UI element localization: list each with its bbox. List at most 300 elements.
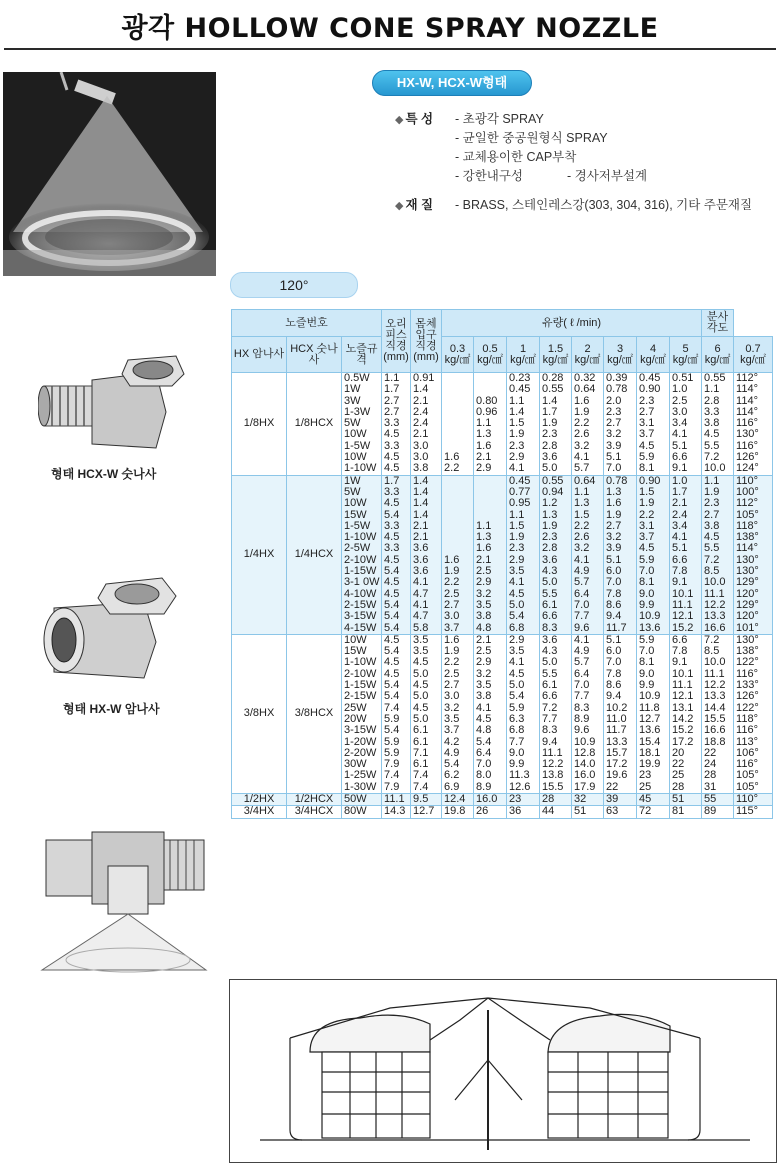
value-cell: 9.9: [637, 600, 670, 611]
value-cell: 116°: [734, 725, 773, 736]
header-angle: 분사각도: [702, 310, 734, 337]
hx-size-cell: 1/4HX: [232, 475, 287, 634]
value-cell: 0.45: [507, 475, 540, 487]
spec-table: [231, 309, 773, 819]
value-cell: 22: [702, 748, 734, 759]
value-cell: 1.6: [442, 452, 474, 463]
value-cell: 7.4: [411, 770, 442, 781]
value-cell: 28: [702, 770, 734, 781]
value-cell: 9.4: [604, 611, 637, 622]
pressure-value: 5: [682, 342, 689, 355]
value-cell: 7.8: [670, 566, 702, 577]
value-cell: 5.0: [411, 691, 442, 702]
value-cell: 100°: [734, 487, 773, 498]
value-cell: 2.9: [474, 463, 507, 475]
value-cell: 1.1: [702, 384, 734, 395]
value-cell: 4.3: [540, 646, 572, 657]
value-cell: 10.0: [702, 463, 734, 475]
value-cell: 5.7: [572, 657, 604, 668]
value-cell: 7.4: [382, 770, 411, 781]
value-cell: 6.1: [540, 680, 572, 691]
value-cell: 4.8: [474, 725, 507, 736]
value-cell: 9.0: [637, 669, 670, 680]
value-cell: 22: [604, 782, 637, 794]
value-cell: 2.8: [540, 543, 572, 554]
value-cell: 14.2: [670, 714, 702, 725]
value-cell: 3.8: [474, 691, 507, 702]
value-cell: 6.6: [670, 634, 702, 646]
pressure-unit: kg/㎠: [574, 353, 601, 366]
value-cell: 4.5: [637, 543, 670, 554]
diamond-bullet-icon: ◆: [395, 200, 404, 212]
header-pressure: [734, 337, 773, 373]
header-pressure: [474, 337, 507, 373]
value-cell: 8.0: [474, 770, 507, 781]
value-cell: 101°: [734, 623, 773, 635]
header-pressure: [507, 337, 540, 373]
value-cell: 3.1: [637, 418, 670, 429]
value-cell: 0.80: [474, 396, 507, 407]
value-cell: [442, 510, 474, 521]
value-cell: 15.2: [670, 623, 702, 635]
value-cell: 7.0: [604, 657, 637, 668]
value-cell: 4.5: [382, 577, 411, 588]
table-row: [232, 475, 773, 487]
pressure-value: 4: [649, 342, 657, 355]
value-cell: 0.78: [604, 384, 637, 395]
nozzle-spec-cell: 3-15W: [342, 725, 382, 736]
feature-line: - 교체용이한 CAP부착: [455, 150, 577, 164]
value-cell: 7.0: [474, 759, 507, 770]
value-cell: 13.3: [702, 611, 734, 622]
value-cell: 2.3: [540, 532, 572, 543]
value-cell: 15.2: [670, 725, 702, 736]
value-cell: 7.8: [604, 669, 637, 680]
value-cell: 0.90: [637, 475, 670, 487]
value-cell: 6.0: [604, 646, 637, 657]
pressure-value: 0.7: [745, 342, 761, 355]
nozzle-spec-cell: 3W: [342, 396, 382, 407]
value-cell: 3.9: [604, 441, 637, 452]
value-cell: [442, 532, 474, 543]
value-cell: 4.3: [540, 566, 572, 577]
value-cell: 5.5: [702, 543, 734, 554]
value-cell: 6.2: [442, 770, 474, 781]
value-cell: 105°: [734, 510, 773, 521]
value-cell: 12.2: [702, 680, 734, 691]
value-cell: 0.91: [411, 373, 442, 385]
value-cell: 5.1: [604, 555, 637, 566]
type-badge: HX-W, HCX-W형태: [372, 70, 532, 96]
value-cell: 3.3: [702, 407, 734, 418]
value-cell: 1.6: [604, 498, 637, 509]
value-cell: 3.8: [702, 418, 734, 429]
hcx-size-cell: 1/8HCX: [287, 373, 342, 476]
value-cell: 2.7: [442, 680, 474, 691]
value-cell: 1.4: [411, 475, 442, 487]
hcx-nozzle-image: [38, 352, 188, 452]
value-cell: 114°: [734, 396, 773, 407]
features-label: 특 성: [405, 112, 434, 126]
value-cell: 2.2: [572, 418, 604, 429]
value-cell: 0.77: [507, 487, 540, 498]
value-cell: 2.9: [474, 657, 507, 668]
value-cell: 4.1: [507, 657, 540, 668]
value-cell: 6.0: [604, 566, 637, 577]
header-pressure: [572, 337, 604, 373]
value-cell: 17.9: [572, 782, 604, 794]
value-cell: 2.1: [474, 634, 507, 646]
hx-caption: 형태 HX-W 암나사: [63, 702, 160, 716]
value-cell: 130°: [734, 429, 773, 440]
value-cell: 3.5: [442, 714, 474, 725]
value-cell: 7.2: [702, 555, 734, 566]
value-cell: 2.7: [604, 521, 637, 532]
value-cell: 3.8: [702, 521, 734, 532]
value-cell: 72: [637, 806, 670, 818]
value-cell: 3.2: [474, 589, 507, 600]
value-cell: 4.9: [572, 566, 604, 577]
value-cell: 6.6: [540, 691, 572, 702]
value-cell: 10.9: [637, 611, 670, 622]
pressure-value: 2: [584, 342, 591, 355]
hx-nozzle-image: [40, 572, 190, 682]
nozzle-spec-cell: 1-20W: [342, 737, 382, 748]
value-cell: 13.6: [637, 623, 670, 635]
value-cell: 3.3: [382, 418, 411, 429]
value-cell: 63: [604, 806, 637, 818]
value-cell: 2.2: [442, 657, 474, 668]
value-cell: 6.1: [411, 759, 442, 770]
value-cell: 2.5: [442, 669, 474, 680]
value-cell: 3.7: [442, 623, 474, 635]
pressure-unit: kg/㎠: [672, 353, 699, 366]
nozzle-spec-cell: 10W: [342, 634, 382, 646]
value-cell: 5.9: [382, 748, 411, 759]
nozzle-spec-cell: 1-25W: [342, 770, 382, 781]
hx-size-cell: 3/8HX: [232, 634, 287, 793]
value-cell: 19.6: [604, 770, 637, 781]
value-cell: 7.0: [572, 600, 604, 611]
value-cell: 9.1: [670, 463, 702, 475]
value-cell: 5.4: [382, 611, 411, 622]
value-cell: 1.9: [702, 487, 734, 498]
value-cell: 138°: [734, 532, 773, 543]
value-cell: 110°: [734, 475, 773, 487]
nozzle-spec-cell: 5W: [342, 418, 382, 429]
value-cell: 1.4: [411, 510, 442, 521]
value-cell: 2.4: [670, 510, 702, 521]
value-cell: [442, 475, 474, 487]
value-cell: 2.9: [507, 634, 540, 646]
value-cell: 10.0: [702, 657, 734, 668]
value-cell: 9.0: [637, 589, 670, 600]
value-cell: 8.5: [702, 646, 734, 657]
nozzle-spec-cell: 15W: [342, 510, 382, 521]
value-cell: 11.1: [670, 600, 702, 611]
nozzle-spec-cell: 2-5W: [342, 543, 382, 554]
value-cell: 1.9: [637, 498, 670, 509]
value-cell: 1.3: [474, 429, 507, 440]
value-cell: [442, 373, 474, 385]
value-cell: 7.0: [604, 577, 637, 588]
value-cell: 1.7: [382, 475, 411, 487]
value-cell: 8.3: [540, 623, 572, 635]
header-hcx: HCX 숫나사: [287, 337, 342, 373]
value-cell: 7.0: [604, 463, 637, 475]
pressure-value: 1: [519, 342, 527, 355]
nozzle-spec-cell: 3-15W: [342, 611, 382, 622]
value-cell: 4.1: [411, 600, 442, 611]
value-cell: 19.9: [637, 759, 670, 770]
value-cell: 5.1: [670, 543, 702, 554]
nozzle-spec-cell: 1-15W: [342, 680, 382, 691]
value-cell: 4.5: [411, 680, 442, 691]
value-cell: 0.32: [572, 373, 604, 385]
value-cell: 5.4: [382, 566, 411, 577]
value-cell: 3.3: [382, 487, 411, 498]
value-cell: 9.9: [637, 680, 670, 691]
value-cell: 2.3: [604, 407, 637, 418]
value-cell: 2.3: [637, 396, 670, 407]
value-cell: 8.1: [637, 463, 670, 475]
pressure-value: 0.5: [482, 342, 498, 355]
value-cell: 8.1: [637, 577, 670, 588]
value-cell: 1.1: [507, 510, 540, 521]
value-cell: 3.5: [474, 600, 507, 611]
value-cell: [442, 441, 474, 452]
header-orifice: 오리피스직경(mm): [382, 310, 411, 373]
value-cell: 4.5: [411, 657, 442, 668]
value-cell: [474, 510, 507, 521]
value-cell: 7.8: [604, 589, 637, 600]
header-inlet: 몸체입구직경(mm): [411, 310, 442, 373]
value-cell: 5.0: [540, 657, 572, 668]
nozzle-spec-cell: 1-30W: [342, 782, 382, 794]
value-cell: 126°: [734, 691, 773, 702]
value-cell: 51: [572, 806, 604, 818]
value-cell: 0.45: [507, 384, 540, 395]
value-cell: 1.3: [572, 498, 604, 509]
value-cell: 5.0: [411, 714, 442, 725]
value-cell: 3.8: [474, 611, 507, 622]
value-cell: 4.7: [411, 611, 442, 622]
value-cell: 3.5: [507, 566, 540, 577]
value-cell: 1.6: [474, 543, 507, 554]
value-cell: 1.1: [474, 418, 507, 429]
pressure-value: 1.5: [547, 342, 564, 355]
value-cell: 7.8: [670, 646, 702, 657]
value-cell: 3.2: [474, 669, 507, 680]
value-cell: 1.2: [540, 498, 572, 509]
value-cell: 7.7: [572, 691, 604, 702]
value-cell: 13.3: [604, 737, 637, 748]
nozzle-spec-cell: 1-10W: [342, 463, 382, 475]
value-cell: 4.5: [507, 669, 540, 680]
material-heading: [395, 196, 453, 216]
nozzle-spec-cell: 80W: [342, 806, 382, 818]
value-cell: 5.4: [382, 691, 411, 702]
value-cell: [442, 498, 474, 509]
value-cell: 5.0: [411, 669, 442, 680]
value-cell: 5.9: [382, 714, 411, 725]
nozzle-spec-cell: 1-10W: [342, 532, 382, 543]
value-cell: 15.5: [540, 782, 572, 794]
value-cell: 2.9: [507, 555, 540, 566]
value-cell: 89: [702, 806, 734, 818]
value-cell: 2.2: [442, 577, 474, 588]
value-cell: 116°: [734, 441, 773, 452]
value-cell: 55: [702, 793, 734, 805]
value-cell: 4.5: [637, 441, 670, 452]
value-cell: 25: [670, 770, 702, 781]
table-row: [232, 634, 773, 646]
value-cell: 1.1: [382, 373, 411, 385]
value-cell: 45: [637, 793, 670, 805]
value-cell: 5.4: [382, 646, 411, 657]
value-cell: 1.0: [670, 475, 702, 487]
title-divider: [4, 48, 776, 50]
value-cell: 8.9: [572, 714, 604, 725]
value-cell: 116°: [734, 669, 773, 680]
value-cell: 6.4: [474, 748, 507, 759]
value-cell: 1.6: [442, 555, 474, 566]
value-cell: 0.64: [572, 475, 604, 487]
value-cell: 8.3: [540, 725, 572, 736]
value-cell: 126°: [734, 452, 773, 463]
value-cell: 11.7: [604, 725, 637, 736]
value-cell: 1.9: [572, 407, 604, 418]
value-cell: 18.8: [702, 737, 734, 748]
feature-line: - 초광각 SPRAY: [455, 112, 544, 126]
value-cell: 3.0: [411, 441, 442, 452]
value-cell: 2.9: [507, 452, 540, 463]
value-cell: 0.39: [604, 373, 637, 385]
value-cell: 10.9: [637, 691, 670, 702]
value-cell: 4.5: [382, 452, 411, 463]
value-cell: 9.5: [411, 793, 442, 805]
value-cell: [474, 498, 507, 509]
value-cell: 7.7: [540, 714, 572, 725]
value-cell: 114°: [734, 407, 773, 418]
value-cell: 9.0: [507, 748, 540, 759]
value-cell: 2.3: [540, 429, 572, 440]
value-cell: 7.0: [637, 646, 670, 657]
value-cell: 12.2: [702, 600, 734, 611]
value-cell: 3.9: [604, 543, 637, 554]
value-cell: 4.5: [382, 532, 411, 543]
value-cell: 3.1: [637, 521, 670, 532]
value-cell: 1.4: [411, 487, 442, 498]
spray-photo: [3, 72, 216, 276]
value-cell: 3.3: [382, 543, 411, 554]
nozzle-spec-cell: 10W: [342, 452, 382, 463]
value-cell: 122°: [734, 657, 773, 668]
value-cell: 115°: [734, 806, 773, 818]
value-cell: 1.1: [572, 487, 604, 498]
value-cell: 39: [604, 793, 637, 805]
value-cell: 13.1: [670, 703, 702, 714]
value-cell: 6.8: [507, 623, 540, 635]
features-heading: [395, 110, 453, 130]
value-cell: 130°: [734, 555, 773, 566]
pressure-unit: kg/㎠: [607, 353, 633, 366]
value-cell: 2.6: [572, 429, 604, 440]
value-cell: 12.4: [442, 793, 474, 805]
value-cell: 6.6: [670, 452, 702, 463]
value-cell: 2.4: [411, 418, 442, 429]
value-cell: 15.5: [702, 714, 734, 725]
value-cell: 1.1: [507, 396, 540, 407]
value-cell: 4.1: [572, 634, 604, 646]
value-cell: 9.1: [670, 577, 702, 588]
value-cell: 5.9: [637, 555, 670, 566]
value-cell: 9.6: [572, 725, 604, 736]
value-cell: 2.8: [702, 396, 734, 407]
nozzle-spec-cell: 4-15W: [342, 623, 382, 635]
value-cell: 3.6: [411, 543, 442, 554]
value-cell: 7.1: [411, 748, 442, 759]
value-cell: 133°: [734, 680, 773, 691]
pressure-unit: kg/㎠: [477, 353, 503, 366]
value-cell: 1.7: [540, 407, 572, 418]
value-cell: 129°: [734, 600, 773, 611]
value-cell: 24: [702, 759, 734, 770]
value-cell: [442, 384, 474, 395]
nozzle-spec-cell: 10W: [342, 498, 382, 509]
value-cell: 5.4: [382, 600, 411, 611]
value-cell: [442, 407, 474, 418]
nozzle-spec-cell: 10W: [342, 429, 382, 440]
nozzle-spec-cell: 1W: [342, 384, 382, 395]
value-cell: 0.78: [604, 475, 637, 487]
value-cell: 4.1: [507, 577, 540, 588]
value-cell: 3.6: [540, 634, 572, 646]
value-cell: [474, 487, 507, 498]
value-cell: 11.1: [670, 680, 702, 691]
value-cell: 2.5: [670, 396, 702, 407]
value-cell: 15.7: [604, 748, 637, 759]
value-cell: 14.0: [572, 759, 604, 770]
value-cell: 81: [670, 806, 702, 818]
value-cell: 0.95: [507, 498, 540, 509]
value-cell: [442, 396, 474, 407]
value-cell: 3.4: [670, 521, 702, 532]
value-cell: 4.2: [442, 737, 474, 748]
value-cell: 130°: [734, 566, 773, 577]
nozzle-spec-cell: 1-10W: [342, 657, 382, 668]
header-spec: 노즐규격: [342, 337, 382, 373]
value-cell: 0.94: [540, 487, 572, 498]
header-pressure: [702, 337, 734, 373]
value-cell: 0.45: [637, 373, 670, 385]
value-cell: 5.4: [382, 510, 411, 521]
value-cell: 2.5: [442, 589, 474, 600]
value-cell: 105°: [734, 782, 773, 794]
value-cell: 2.1: [411, 396, 442, 407]
value-cell: 114°: [734, 543, 773, 554]
value-cell: 15.4: [637, 737, 670, 748]
value-cell: 4.9: [572, 646, 604, 657]
value-cell: 5.1: [670, 441, 702, 452]
value-cell: 1.3: [604, 487, 637, 498]
value-cell: [442, 521, 474, 532]
nozzle-spec-cell: 2-10W: [342, 555, 382, 566]
value-cell: 0.64: [572, 384, 604, 395]
value-cell: 23: [637, 770, 670, 781]
value-cell: 11.1: [382, 793, 411, 805]
nozzle-spec-cell: 15W: [342, 646, 382, 657]
